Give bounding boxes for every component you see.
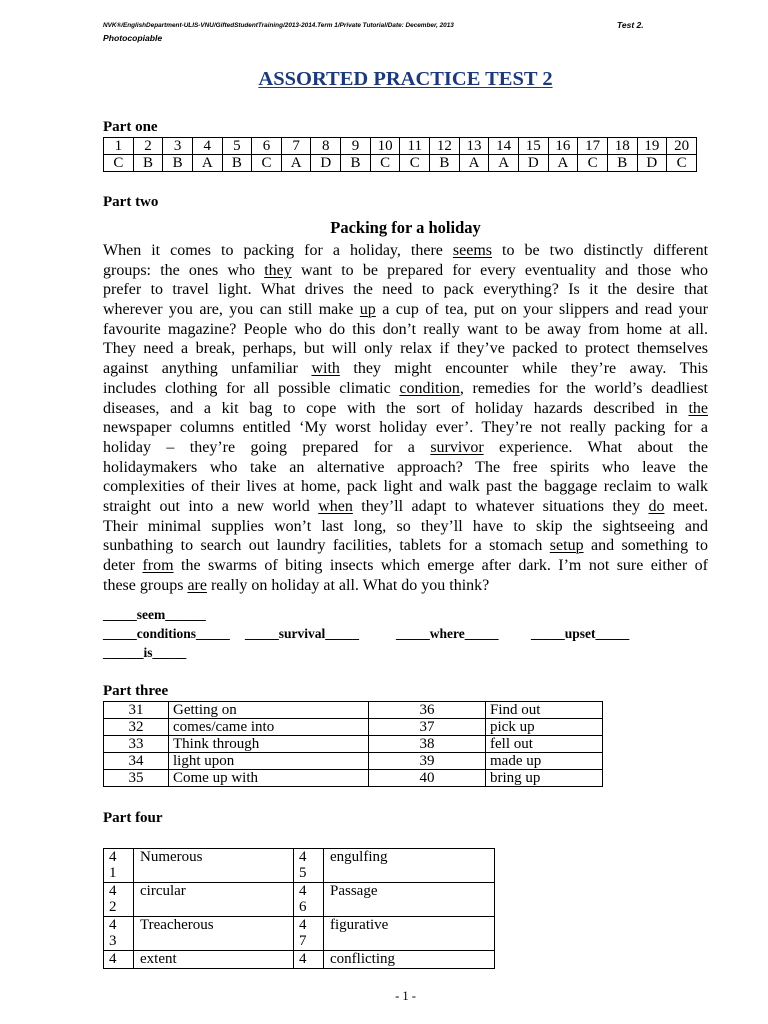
passage-line [103,399,708,419]
question-number-cell: 3 [163,138,193,155]
answer-letter-cell: C [252,155,282,172]
answer-row [103,605,708,624]
part-two-heading: Part two [103,194,159,210]
answer-word-cell: circular [134,883,294,917]
underlined-word: seems [452,242,493,259]
part-four-answer-table [103,848,495,969]
question-number-cell: 12 [430,138,460,155]
question-number-cell: 37 [369,719,486,736]
passage-text-segment: complexities of their lives at home, pack light and walk past the baggage reclaim to walk [103,478,708,496]
question-number-cell: 32 [104,719,169,736]
question-number: 45 [299,849,307,881]
question-number-cell: 40 [369,770,486,787]
answer-letter-cell: A [459,155,489,172]
passage-title: Packing for a holiday [330,218,481,237]
question-number: 46 [299,883,307,915]
answer-letter-cell: B [222,155,252,172]
passage-text-segment: they’ll adapt to whatever situations they [352,497,649,515]
passage-line [103,261,708,281]
passage-text-segment: these groups [103,576,188,594]
question-number-cell [294,917,324,951]
question-number-cell [294,883,324,917]
passage-text-segment: Their minimal supplies won’t last long, so they’ll have to skip the sightseeing and [103,517,708,535]
answer-word-cell: conflicting [324,951,495,969]
passage-text-segment: groups: the ones who [103,261,265,279]
table-row [104,753,603,770]
question-number-cell: 34 [104,753,169,770]
passage-text-segment: When it comes to packing for a holiday, there [103,242,453,259]
passage-line [103,379,708,399]
question-number-cell: 8 [311,138,341,155]
passage-text-segment: wherever you are, you can still make [103,301,360,319]
question-number-cell: 2 [133,138,163,155]
question-number-cell: 18 [607,138,637,155]
question-number-cell: 1 [104,138,134,155]
question-number-cell: 19 [637,138,667,155]
answer-letter-cell: A [192,155,222,172]
passage-line [103,241,708,261]
answer-letter-cell: C [578,155,608,172]
question-number: 4 [109,951,117,967]
underlined-word: with [311,360,340,378]
question-number-cell: 15 [518,138,548,155]
underlined-word: when [318,497,353,515]
answer-word-cell: figurative [324,917,495,951]
table-row [104,702,603,719]
passage-text-segment: holiday – they’re going prepared for a [103,438,431,456]
answer-row [103,624,708,643]
question-number-cell: 31 [104,702,169,719]
question-number-cell: 7 [281,138,311,155]
passage-line [103,556,708,576]
answer-letter-cell: C [400,155,430,172]
underlined-word: condition [399,379,460,397]
question-number-cell [104,849,134,883]
answer-letter-cell: B [341,155,371,172]
table-row [104,770,603,787]
header-test-label: Test 2. [617,20,644,30]
answer-item: _____conditions_____ [103,626,230,641]
answer-item: _____seem______ [103,607,206,622]
answer-letter-cell: D [311,155,341,172]
question-number-cell [104,917,134,951]
table-row [104,719,603,736]
passage-line [103,280,708,300]
passage-text-segment: against anything unfamiliar [103,360,312,378]
table-row [104,883,495,917]
answer-letter-row [104,155,697,172]
answer-word-cell: Numerous [134,849,294,883]
underlined-word: are [187,576,207,594]
part-four-heading: Part four [103,810,163,826]
answer-word-cell: engulfing [324,849,495,883]
answer-phrase-cell: Getting on [169,702,369,719]
underlined-word: from [142,557,174,574]
table-body [104,702,603,787]
answer-phrase-cell: Find out [486,702,603,719]
answer-phrase-cell: made up [486,753,603,770]
answer-word-cell: extent [134,951,294,969]
answer-phrase-cell: light upon [169,753,369,770]
question-number-cell: 9 [341,138,371,155]
underlined-word: do [648,497,665,515]
answer-letter-cell: D [637,155,667,172]
answer-letter-cell: A [281,155,311,172]
question-number-cell: 38 [369,736,486,753]
passage-line [103,339,708,359]
answer-letter-cell: B [607,155,637,172]
question-number-cell [104,883,134,917]
question-number-cell: 14 [489,138,519,155]
part-one-answer-table [103,137,697,172]
passage-text-segment: really on holiday at all. What do you think? [206,576,490,594]
answer-letter-cell: B [133,155,163,172]
part-three-heading: Part three [103,683,169,699]
underlined-word: survivor [430,438,484,456]
passage-text-segment: they might encounter while they’re away. This [339,360,709,378]
table-body [104,138,697,172]
answer-phrase-cell: comes/came into [169,719,369,736]
answer-item: ______is_____ [103,645,187,660]
question-number-cell: 10 [370,138,400,155]
header-photocopiable-label: Photocopiable [103,33,163,43]
question-number-cell: 13 [459,138,489,155]
passage-text-segment: experience. What about the [483,438,708,456]
passage-text-segment: newspaper columns entitled ‘My worst holiday ever’. They’re not really packing for a [103,419,708,437]
underlined-word: the [688,399,708,417]
answer-phrase-cell: bring up [486,770,603,787]
answer-item: _____survival_____ [245,626,360,641]
passage-line [103,497,708,517]
answer-letter-cell: A [548,155,578,172]
answer-letter-cell: D [518,155,548,172]
answer-item: _____upset_____ [531,626,630,641]
passage-text-segment: includes clothing for all possible climatic [103,379,400,397]
answer-letter-cell: C [667,155,697,172]
passage-line [103,300,708,320]
question-number: 42 [109,883,117,915]
underlined-word: setup [549,537,584,555]
question-number-cell: 4 [192,138,222,155]
question-number-cell: 20 [667,138,697,155]
question-number-cell: 35 [104,770,169,787]
question-number-cell: 11 [400,138,430,155]
question-number-cell [294,849,324,883]
table-row [104,951,495,969]
header-source-line: NVK®/EnglishDepartment-ULIS-VNU/GiftedStudentTraining/2013-2014.Term 1/Private Tutorial/Date: December, 2013 [103,22,454,29]
passage-text-segment: want to be prepared for every eventuality and those who [291,261,708,279]
answer-word-cell: Passage [324,883,495,917]
underlined-word: up [359,301,376,319]
part-one-heading: Part one [103,119,158,135]
passage-text-segment: sunbathing to search out laundry facilities, tablets for a stomach [103,537,550,555]
question-number-cell: 6 [252,138,282,155]
underlined-word: they [264,261,292,279]
part-three-answer-table [103,701,603,787]
passage-text [103,241,708,595]
passage-text-segment: and something to [583,537,708,555]
passage-line [103,458,708,478]
question-number: 47 [299,917,307,949]
page-number: - 1 - [395,989,416,1003]
answer-phrase-cell: Come up with [169,770,369,787]
question-number-cell: 39 [369,753,486,770]
passage-line [103,576,708,596]
answer-letter-cell: B [430,155,460,172]
passage-text-segment: the swarms of biting insects which emerge after dark. I’m not sure either of [173,557,709,574]
question-number-cell: 36 [369,702,486,719]
passage-text-segment: holidaymakers who take an alternative approach? The free spirits who leave the [103,458,708,476]
passage-text-segment: to be two distinctly different [492,242,709,259]
passage-line [103,438,708,458]
passage-text-segment: meet. [664,497,709,515]
question-number-cell: 5 [222,138,252,155]
question-number-row [104,138,697,155]
answer-row [103,643,708,662]
passage-line [103,359,708,379]
part-two-answers [103,605,708,662]
question-number: 41 [109,849,117,881]
question-number-cell [104,951,134,969]
answer-letter-cell: C [104,155,134,172]
question-number-cell: 17 [578,138,608,155]
answer-letter-cell: A [489,155,519,172]
table-row [104,917,495,951]
question-number: 4 [299,951,307,967]
passage-line [103,320,708,340]
passage-line [103,477,708,497]
page-title: ASSORTED PRACTICE TEST 2 [258,68,553,90]
passage-line [103,536,708,556]
answer-item: _____where_____ [396,626,499,641]
answer-word-cell: Treacherous [134,917,294,951]
passage-text-segment: prefer to travel light. What drives the need to pack everything? Is it the desire that [103,281,708,299]
passage-text-segment: deter [103,557,143,574]
table-body [104,849,495,969]
passage-text-segment: a cup of tea, put on your slippers and read your [375,301,709,319]
table-row [104,849,495,883]
passage-text-segment: , remedies for the world’s deadliest [459,379,708,397]
passage-text-segment: diseases, and a kit bag to cope with the sort of holiday hazards described in [103,399,689,417]
passage-line [103,517,708,537]
answer-letter-cell: B [163,155,193,172]
question-number-cell: 16 [548,138,578,155]
answer-phrase-cell: pick up [486,719,603,736]
question-number: 43 [109,917,117,949]
question-number-cell: 33 [104,736,169,753]
table-row [104,736,603,753]
question-number-cell [294,951,324,969]
answer-phrase-cell: fell out [486,736,603,753]
answer-letter-cell: C [370,155,400,172]
passage-text-segment: They need a break, perhaps, but will only relax if they’ve packed to protect themselves [103,340,708,358]
passage-line [103,418,708,438]
answer-phrase-cell: Think through [169,736,369,753]
passage-text-segment: favourite magazine? People who do this don’t really want to be away from home at all. [103,320,708,338]
passage-text-segment: straight out into a new world [103,497,319,515]
